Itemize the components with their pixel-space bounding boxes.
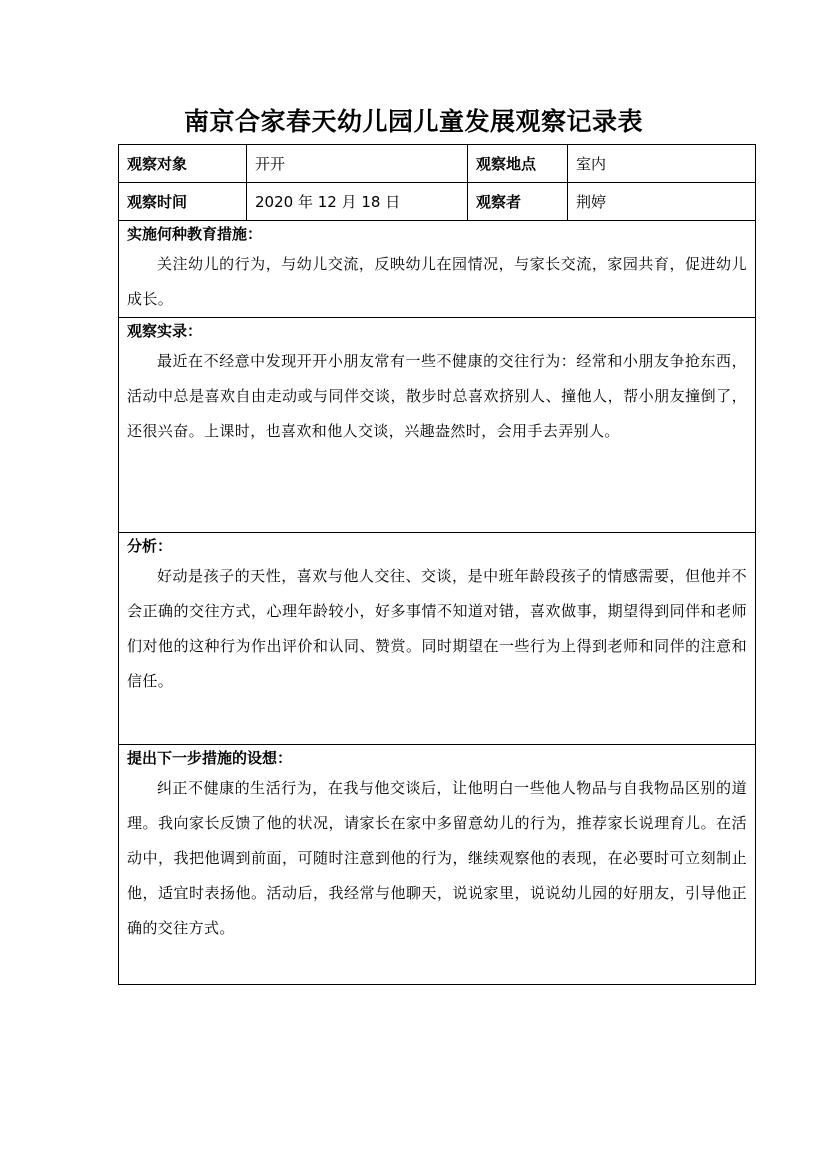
info-row-subject — [119, 145, 756, 183]
observation-row — [119, 318, 756, 533]
measures-body: 关注幼儿的行为，与幼儿交流，反映幼儿在园情况，与家长交流，家园共育，促进幼儿成长。 — [127, 255, 747, 308]
measures-section — [119, 221, 756, 318]
time-label: 观察时间 — [119, 183, 247, 221]
next-steps-row — [119, 745, 756, 985]
observation-body: 最近在不经意中发现开开小朋友常有一些不健康的交往行为：经常和小朋友争抢东西，活动中总是喜欢自由走动或与同伴交谈，散步时总喜欢挤别人、撞他人，帮小朋友撞倒了，还很兴奋。上课时，也喜欢和他人交谈，兴趣盎然时，会用手去弄别人。 — [127, 352, 747, 440]
analysis-body: 好动是孩子的天性，喜欢与他人交往、交谈，是中班年龄段孩子的情感需要，但他并不会正确的交往方式，心理年龄较小，好多事情不知道对错，喜欢做事，期望得到同伴和老师们对他的这种行为作出评价和认同、赞赏。同时期望在一些行为上得到老师和同伴的注意和信任。 — [127, 567, 747, 690]
measures-row — [119, 221, 756, 318]
analysis-heading: 分析： — [127, 537, 173, 555]
page-title: 南京合家春天幼儿园儿童发展观察记录表 — [183, 107, 643, 136]
location-value: 室内 — [568, 145, 756, 183]
observer-label: 观察者 — [468, 183, 568, 221]
subject-label: 观察对象 — [119, 145, 247, 183]
next-steps-body: 纠正不健康的生活行为，在我与他交谈后，让他明白一些他人物品与自我物品区别的道理。我向家长反馈了他的状况，请家长在家中多留意幼儿的行为，推荐家长说理育儿。在活动中，我把他调到前面，可随时注意到他的行为，继续观察他的表现，在必要时可立刻制止他，适宜时表扬他。活动后，我经常与他聊天，说说家里，说说幼儿园的好朋友，引导他正确的交往方式。 — [127, 779, 747, 937]
location-label: 观察地点 — [468, 145, 568, 183]
next-steps-section — [119, 745, 756, 985]
observation-section — [119, 318, 756, 533]
analysis-row — [119, 533, 756, 745]
observation-record-table — [118, 144, 756, 985]
info-row-time — [119, 183, 756, 221]
next-steps-heading: 提出下一步措施的设想： — [127, 749, 293, 767]
time-value: 2020 年 12 月 18 日 — [247, 183, 468, 221]
subject-value: 开开 — [247, 145, 468, 183]
measures-heading: 实施何种教育措施： — [127, 225, 263, 243]
observer-value: 荆婷 — [568, 183, 756, 221]
observation-heading: 观察实录： — [127, 322, 203, 340]
analysis-section — [119, 533, 756, 745]
